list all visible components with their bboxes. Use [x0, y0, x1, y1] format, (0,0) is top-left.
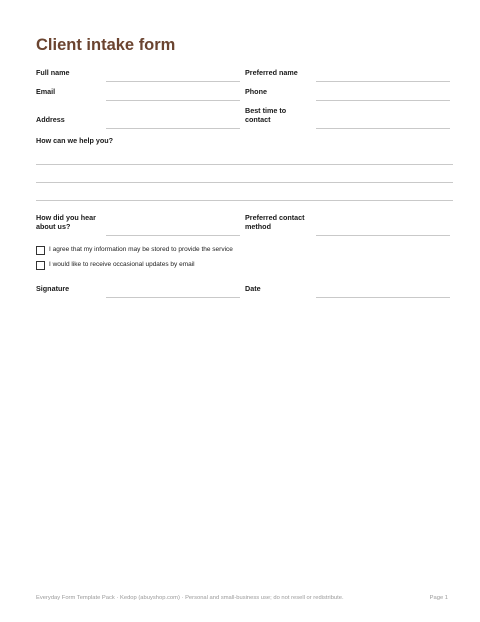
best-time-field[interactable]: [316, 128, 450, 129]
preferred-name-label: Preferred name: [245, 68, 298, 77]
date-field[interactable]: [316, 297, 450, 298]
preferred-name-field[interactable]: [316, 81, 450, 82]
hear-field[interactable]: [106, 235, 240, 236]
storage-consent-label: I agree that my information may be stored to provide the service: [49, 246, 233, 253]
signature-field[interactable]: [106, 297, 240, 298]
page-number: Page 1: [429, 595, 448, 601]
signature-label: Signature: [36, 284, 70, 293]
phone-label: Phone: [245, 87, 267, 96]
email-field[interactable]: [106, 100, 240, 101]
hear-label-line2: about us?: [36, 222, 71, 231]
full-name-field[interactable]: [106, 81, 240, 82]
date-label: Date: [245, 284, 261, 293]
hear-label-line1: How did you hear: [36, 213, 96, 222]
best-time-label-line1: Best time to: [245, 106, 287, 115]
full-name-label: Full name: [36, 68, 70, 77]
method-field[interactable]: [316, 235, 450, 236]
help-label: How can we help you?: [36, 136, 114, 145]
phone-field[interactable]: [316, 100, 450, 101]
help-line-2[interactable]: [36, 182, 453, 183]
address-field[interactable]: [106, 128, 240, 129]
address-label: Address: [36, 115, 65, 124]
email-updates-label: I would like to receive occasional updates by email: [49, 261, 195, 268]
email-updates-checkbox[interactable]: [36, 261, 45, 270]
storage-consent-checkbox[interactable]: [36, 246, 45, 255]
help-line-1[interactable]: [36, 164, 453, 165]
help-line-3[interactable]: [36, 200, 453, 201]
footer-notice: Everyday Form Template Pack · Kedop (abuyshop.com) · Personal and small-business use; do not resell or redistribute.: [36, 595, 344, 601]
best-time-label-line2: contact: [245, 115, 271, 124]
page-title: Client intake form: [36, 36, 176, 54]
email-label: Email: [36, 87, 56, 96]
method-label-line1: Preferred contact: [245, 213, 305, 222]
method-label-line2: method: [245, 222, 271, 231]
